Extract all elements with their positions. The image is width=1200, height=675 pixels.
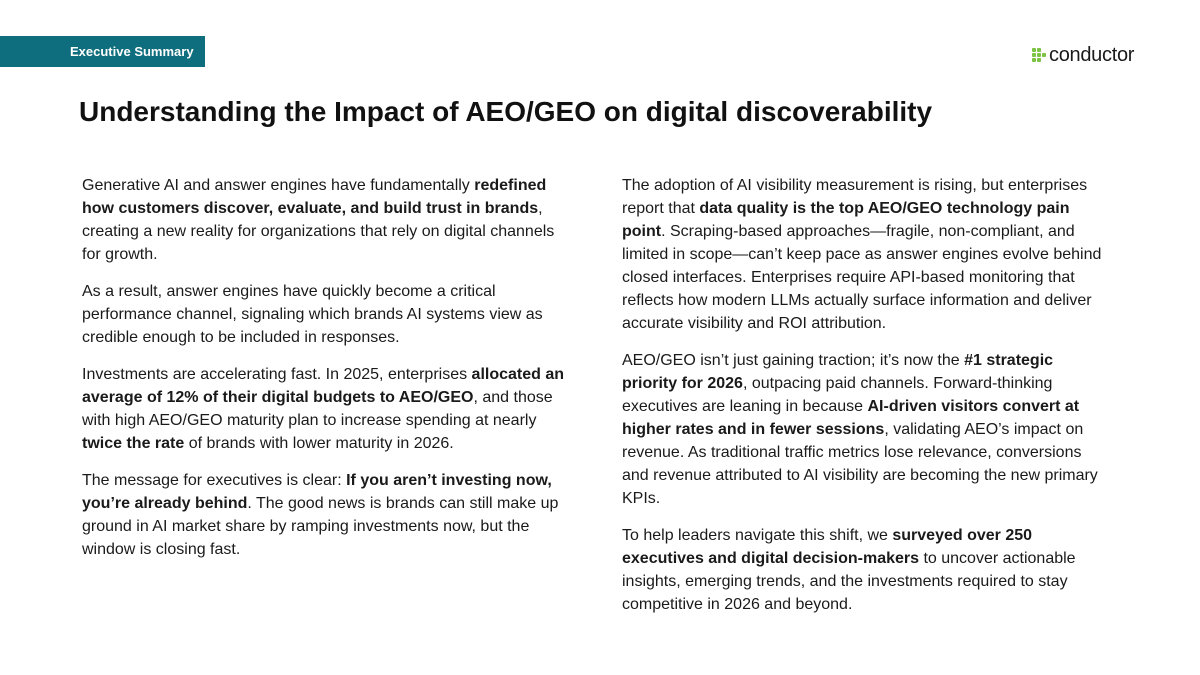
text-run: . The good news is brands can still make up ground in AI market share by ramping investments now, but the window is closing fast. [82,495,559,558]
text-run: , validating AEO’s impact on revenue. As traditional traffic metrics lose relevance, conversions and revenue attributed to AI visibility are becoming the new primary KPIs. [622,421,1098,507]
text-run: The adoption of AI visibility measurement is rising, but enterprises report that [622,177,1088,217]
text-run: to uncover actionable insights, emerging trends, and the investments required to stay competitive in 2026 and beyond. [622,550,1076,613]
text-run: , creating a new reality for organizations that rely on digital channels for growth. [82,200,555,263]
left-column [82,174,572,575]
paragraph [622,174,1112,335]
text-run: AEO/GEO isn’t just gaining traction; it’s now the [622,352,965,369]
section-tag-label: Executive Summary [70,44,194,59]
text-run: The message for executives is clear: [82,472,347,489]
section-tag [0,36,205,67]
emphasis-text: twice the rate [82,435,185,452]
text-run: Generative AI and answer engines have fundamentally [82,177,475,194]
conductor-dots-icon [1032,48,1046,62]
paragraph [82,363,572,455]
emphasis-text: AI-driven visitors convert at higher rates and in fewer sessions [622,398,1080,438]
paragraph [82,280,572,349]
text-run: , and those with high AEO/GEO maturity plan to increase spending at nearly [82,389,553,429]
text-run: As a result, answer engines have quickly become a critical performance channel, signaling which brands AI systems view as credible enough to be included in responses. [82,283,543,346]
text-run: , outpacing paid channels. Forward-thinking executives are leaning in because [622,375,1053,415]
emphasis-text: allocated an average of 12% of their digital budgets to AEO/GEO [82,366,565,406]
paragraph [82,469,572,561]
text-run: To help leaders navigate this shift, we [622,527,893,544]
emphasis-text: #1 strategic priority for 2026 [622,352,1054,392]
emphasis-text: data quality is the top AEO/GEO technology pain point [622,200,1070,240]
text-run: of brands with lower maturity in 2026. [184,435,454,452]
text-run: Investments are accelerating fast. In 2025, enterprises [82,366,472,383]
emphasis-text: surveyed over 250 executives and digital decision-makers [622,527,1033,567]
emphasis-text: If you aren’t investing now, you’re already behind [82,472,552,512]
paragraph [622,524,1112,616]
text-run: . Scraping-based approaches—fragile, non-compliant, and limited in scope—can’t keep pace as answer engines evolve behind closed interfaces. Enterprises require API-based monitoring that reflects how modern LLMs actually surface information and deliver accurate visibility and ROI attribution. [622,223,1102,332]
paragraph [82,174,572,266]
paragraph [622,349,1112,510]
emphasis-text: redefined how customers discover, evaluate, and build trust in brands [82,177,547,217]
brand-logo [1032,44,1134,66]
page-title: Understanding the Impact of AEO/GEO on digital discoverability [79,96,933,127]
logo-wordmark: conductor [1049,43,1135,66]
right-column [622,174,1112,630]
